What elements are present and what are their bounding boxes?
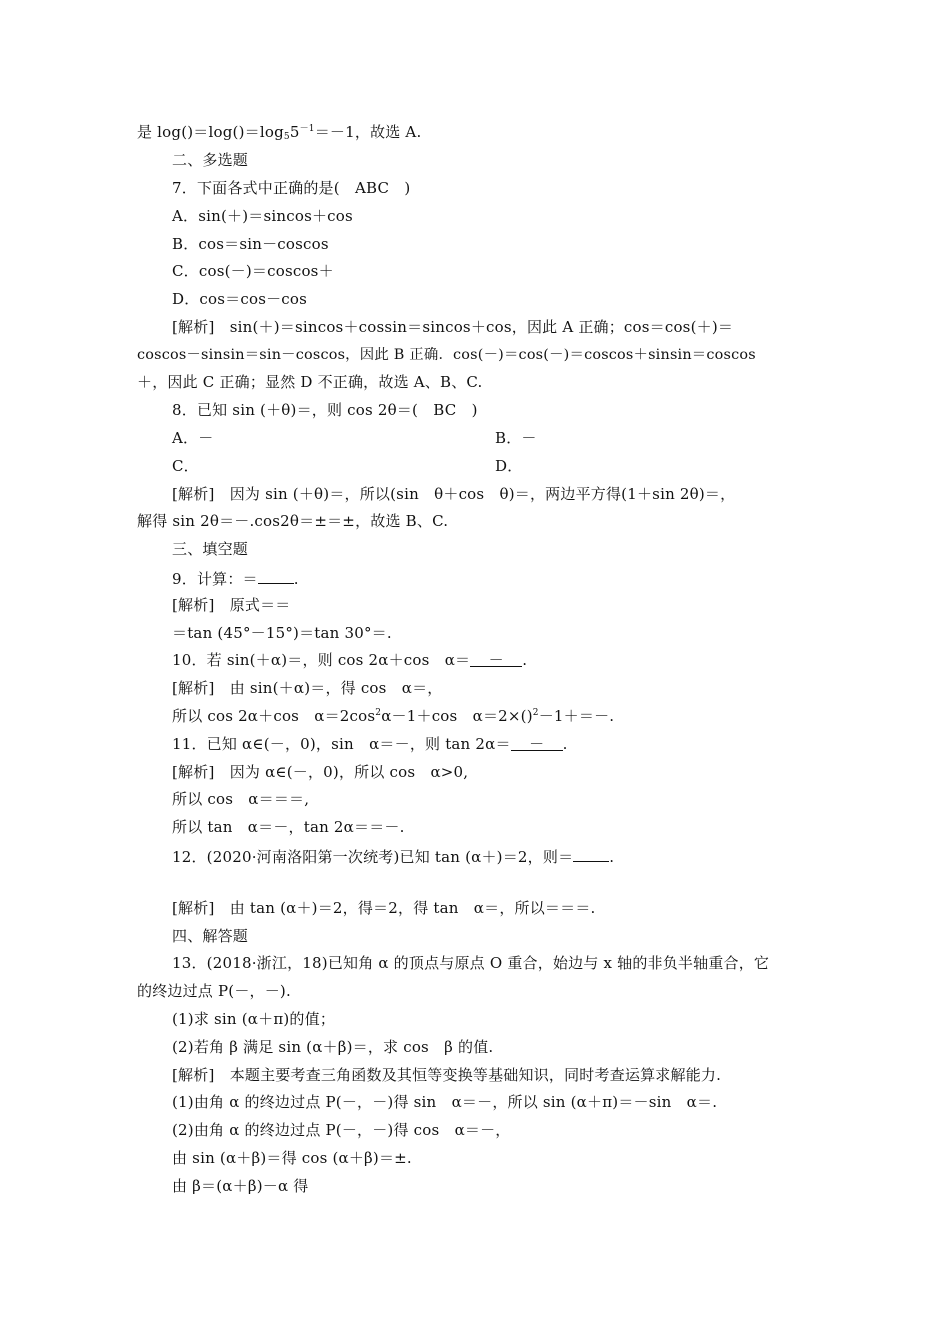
option-a: A．sin(＋)＝sincos＋cos xyxy=(172,207,353,225)
solution-line: 所以 cos α＝＝＝, xyxy=(172,790,310,808)
text-line: 是 $\log()=\log()=\log_55^{-1}=-1$，故选 A. xyxy=(137,123,422,142)
question-13: 13．(2018·浙江，18)已知角 α 的顶点与原点 O 重合，始边与 x 轴的非负半轴重合，它 xyxy=(172,954,770,972)
solution-line: (2)由角 α 的终边过点 P(－，－)得 cos α＝－， xyxy=(172,1121,511,1139)
solution-line: 所以 tan α＝－，tan 2α＝＝－. xyxy=(172,818,405,836)
option-c: C． xyxy=(172,457,199,475)
solution-line: ＋，因此 C 正确；显然 D 不正确，故选 A、B、C. xyxy=(137,373,483,391)
solution-line: (1)由角 α 的终边过点 P(－，－)得 sin α＝－，所以 sin (α＋π)＝－sin α＝. xyxy=(172,1093,718,1111)
question-8: 8．已知 sin (＋θ)＝，则 cos 2θ＝( BC ) xyxy=(172,401,478,419)
solution-line: 由 β＝(α＋β)－α 得 xyxy=(172,1177,309,1195)
solution-line: coscos－sinsin＝sin－coscos，因此 B 正确．cos(－)＝cos(－)＝coscos＋sinsin＝coscos xyxy=(137,347,756,363)
question-10: 10．若 sin(＋α)＝，则 cos 2α＋cos α＝ － . xyxy=(172,651,528,669)
answer-blank xyxy=(573,845,609,862)
question-11: 11．已知 α∈(－，0)，sin α＝－，则 tan 2α＝ － . xyxy=(172,735,568,753)
question-13-part2: (2)若角 β 满足 sin (α＋β)＝，求 cos β 的值. xyxy=(172,1038,494,1056)
answer-blank: － xyxy=(470,650,522,667)
option-b: B．－ xyxy=(495,429,537,447)
solution-line: [解析] 因为 α∈(－，0)，所以 cos α>0, xyxy=(172,763,469,781)
solution-line: 由 sin (α＋β)＝得 cos (α＋β)＝±. xyxy=(172,1149,412,1167)
option-d: D． xyxy=(495,457,523,475)
solution-line: [解析] sin(＋)＝sincos＋cossin＝sincos＋cos，因此 A 正确；cos＝cos(＋)＝ xyxy=(172,318,734,336)
solution-line: [解析] 本题主要考查三角函数及其恒等变换等基础知识，同时考查运算求解能力. xyxy=(172,1066,722,1084)
question-13-cont: 的终边过点 P(－，－). xyxy=(137,982,291,1000)
option-d: D．cos＝cos－cos xyxy=(172,290,308,308)
question-7: 7．下面各式中正确的是( ABC ) xyxy=(172,179,411,197)
section-heading: 四、解答题 xyxy=(172,927,249,945)
answer-blank xyxy=(258,567,294,584)
solution-line: [解析] 原式＝＝ xyxy=(172,596,291,614)
question-9: 9．计算：＝ . xyxy=(172,567,299,589)
solution-line: [解析] 由 tan (α＋)＝2，得＝2，得 tan α＝，所以＝＝＝. xyxy=(172,899,596,917)
solution-line: ＝tan (45°－15°)＝tan 30°＝. xyxy=(172,624,392,642)
question-12: 12．(2020·河南洛阳第一次统考)已知 tan (α＋)＝2，则＝ . xyxy=(172,845,614,867)
solution-line: [解析] 由 sin(＋α)＝，得 cos α＝， xyxy=(172,679,443,697)
solution-line: 解得 sin 2θ＝－.cos2θ＝±＝±，故选 B、C. xyxy=(137,512,449,530)
option-c: C．cos(－)＝coscos＋ xyxy=(172,262,334,280)
section-heading: 三、填空题 xyxy=(172,540,249,558)
answer-blank: － xyxy=(511,734,563,751)
section-heading: 二、多选题 xyxy=(172,151,249,169)
option-a: A．－ xyxy=(172,429,214,447)
question-13-part1: (1)求 sin (α＋π)的值； xyxy=(172,1010,336,1028)
solution-line: [解析] 因为 sin (＋θ)＝，所以(sin θ＋cos θ)＝，两边平方得(1＋sin 2θ)＝， xyxy=(172,485,736,503)
option-b: B．cos＝sin－coscos xyxy=(172,235,329,253)
solution-line: 所以 cos 2α＋cos $\alpha=2\cos^2\alpha-1+\cos$ α＝2×()$^2$－1＋＝－. xyxy=(172,707,615,725)
